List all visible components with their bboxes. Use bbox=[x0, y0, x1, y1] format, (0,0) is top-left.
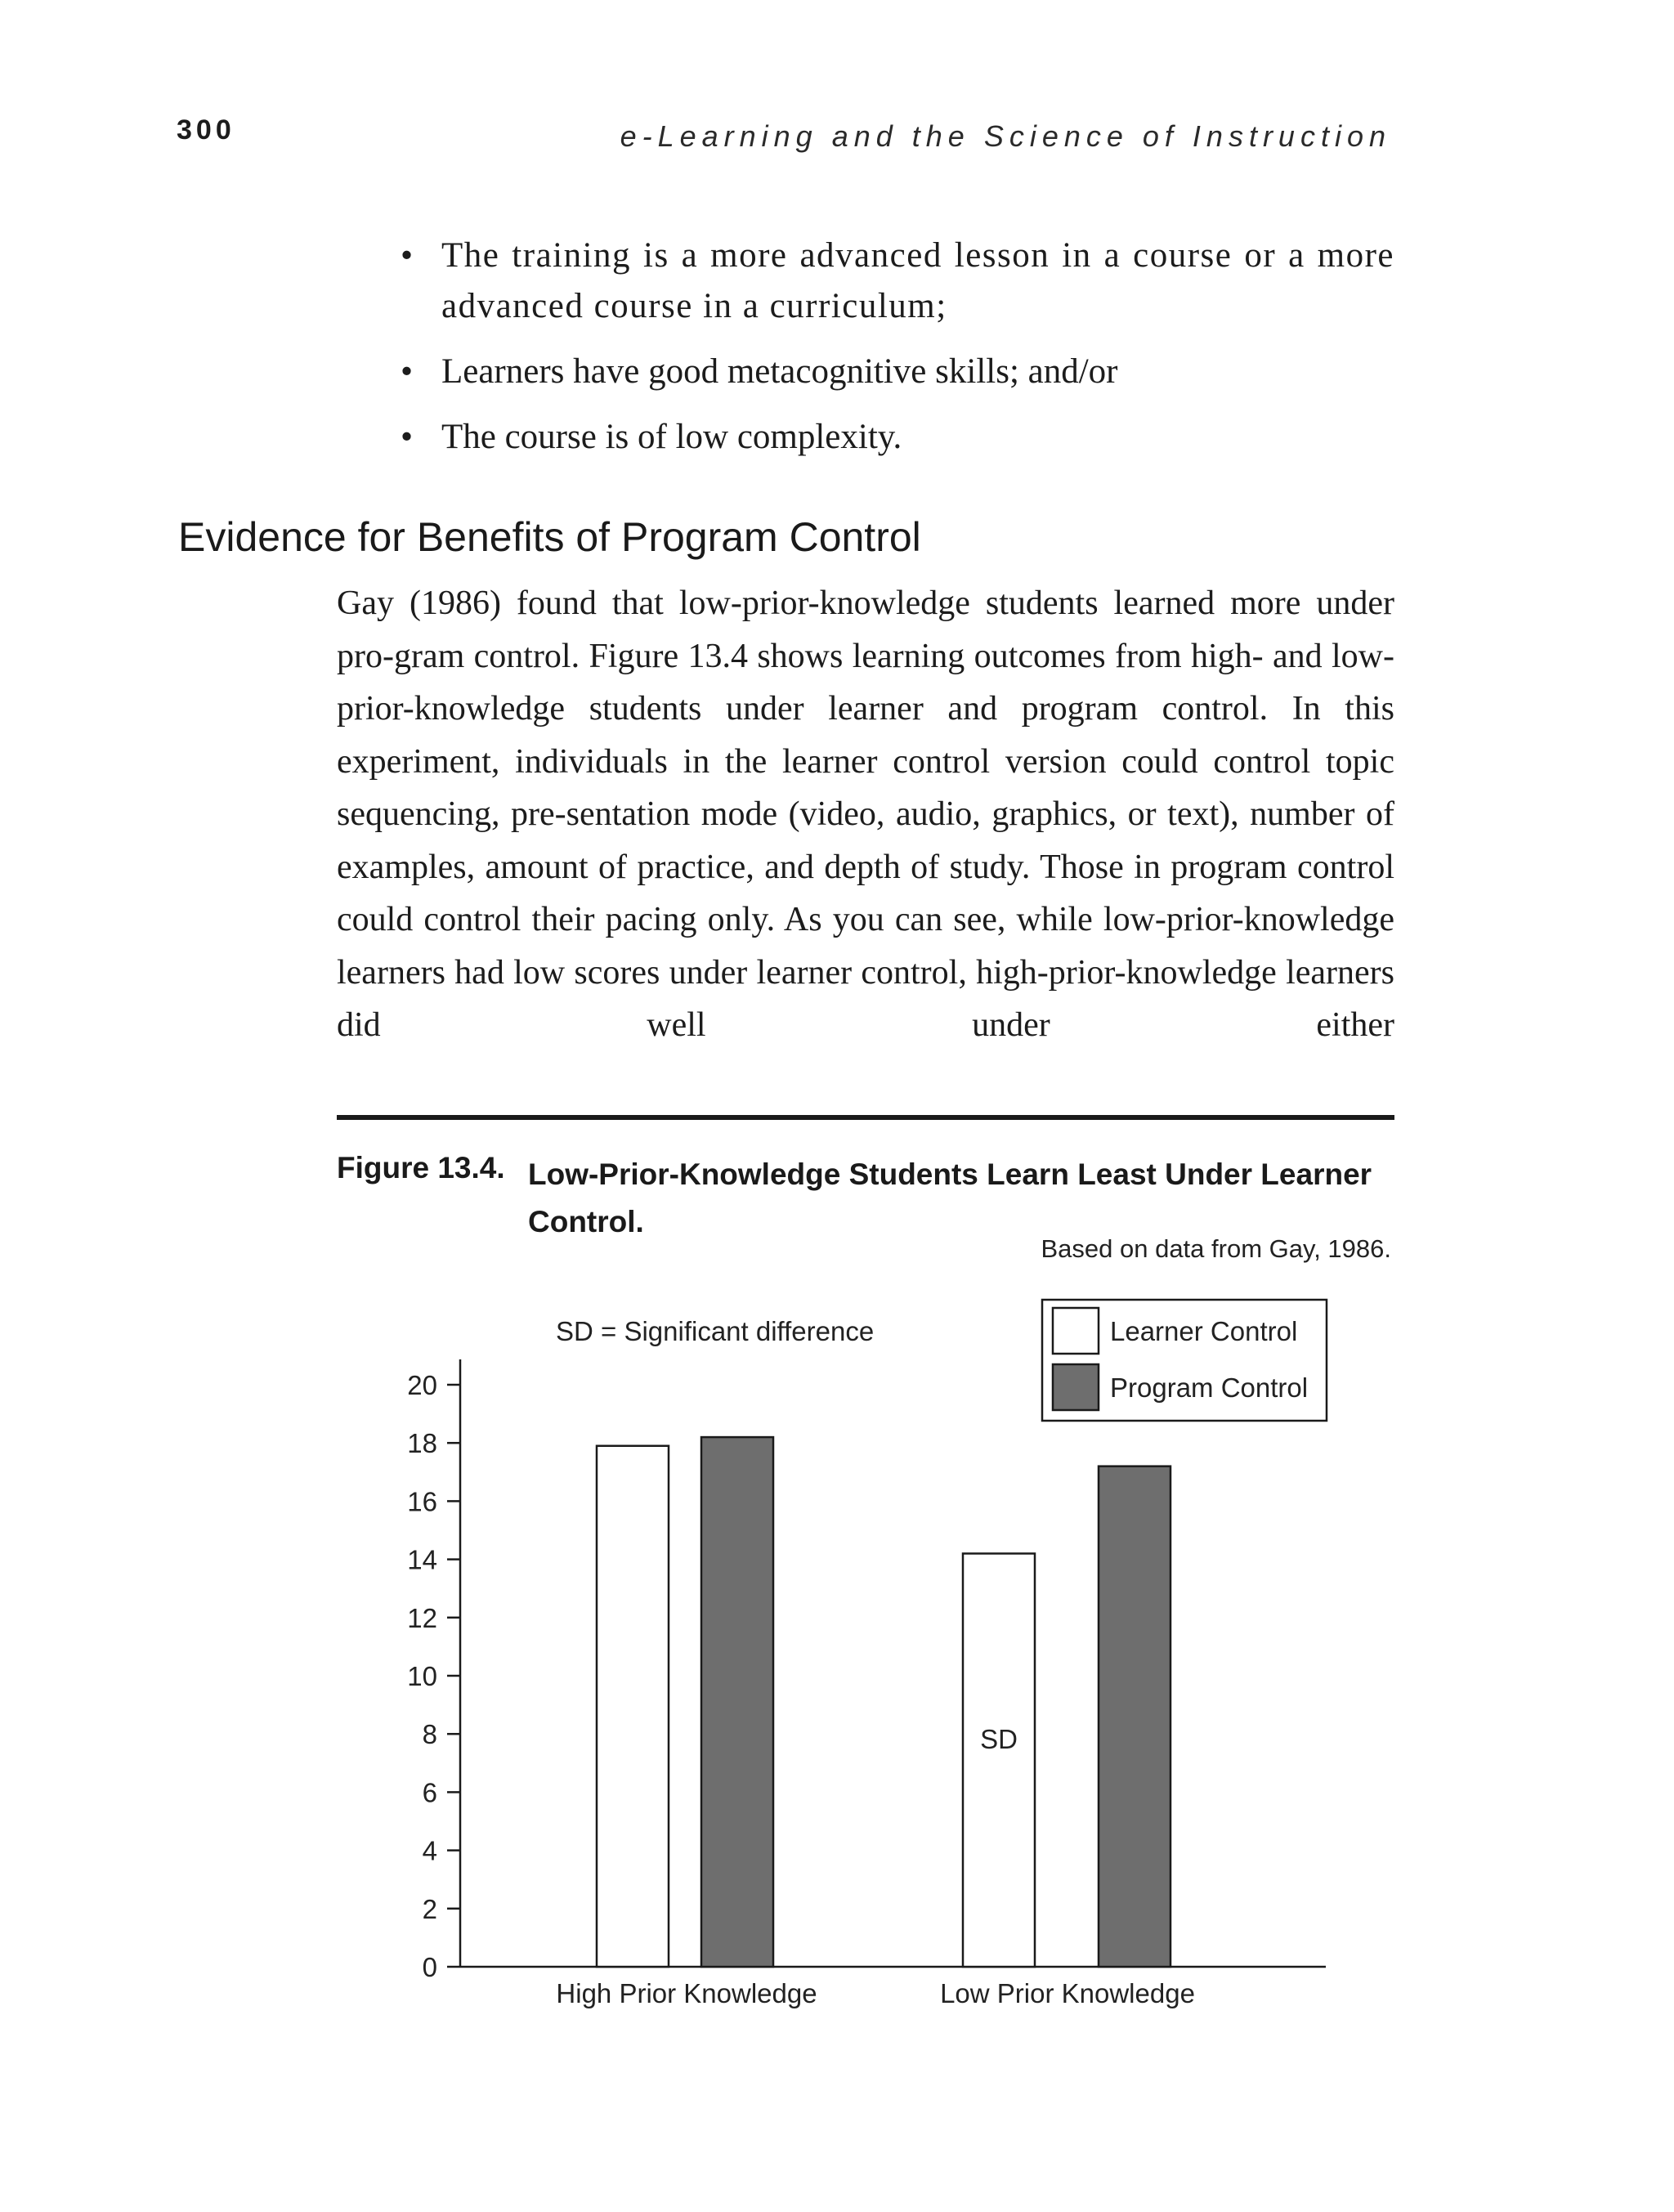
bar-group bbox=[597, 1437, 1170, 1967]
chart-annotation: SD = Significant difference bbox=[556, 1316, 875, 1346]
legend-label: Program Control bbox=[1110, 1372, 1309, 1403]
figure-label: Figure 13.4. bbox=[337, 1151, 505, 1184]
y-tick-label: 8 bbox=[422, 1719, 437, 1750]
x-category-label: High Prior Knowledge bbox=[556, 1978, 817, 2008]
figure-source: Based on data from Gay, 1986. bbox=[1041, 1234, 1391, 1263]
page-number: 300 bbox=[177, 114, 235, 146]
y-tick-label: 18 bbox=[407, 1428, 437, 1459]
x-axis-labels bbox=[556, 1978, 1195, 2008]
list-item-text: The course is of low complexity. bbox=[441, 418, 902, 456]
bar bbox=[963, 1553, 1035, 1967]
y-tick-label: 20 bbox=[407, 1370, 437, 1400]
y-tick-label: 0 bbox=[422, 1952, 437, 1982]
legend-swatch bbox=[1053, 1308, 1099, 1354]
y-tick-label: 2 bbox=[422, 1893, 437, 1924]
list-item-text: Learners have good metacognitive skills; and/or bbox=[441, 352, 1118, 391]
y-tick-label: 4 bbox=[422, 1835, 437, 1866]
y-axis bbox=[407, 1359, 1326, 1982]
y-tick-label: 6 bbox=[422, 1777, 437, 1808]
book-title: e-Learning and the Science of Instruction bbox=[620, 119, 1391, 153]
body-paragraph: Gay (1986) found that low-prior-knowledge students learned more under pro-gram control. Figure 13.4 shows learning outcomes from high- and low-prior-knowledge students under learner and program control. In this experiment, individuals in the learner control version could control topic sequencing, pre-sentation mode (video, audio, graphics, or text), number of examples, amount of practice, and depth of study. Those in program control could control their pacing only. As you can see, while low-prior-knowledge learners had low scores under learner control, high-prior-knowledge learners did well under either bbox=[337, 584, 1394, 1044]
y-tick-label: 10 bbox=[407, 1661, 437, 1691]
bar bbox=[701, 1437, 773, 1967]
figure-title: Low-Prior-Knowledge Students Learn Least Under Learner Control. bbox=[528, 1157, 1372, 1238]
bullet-icon: • bbox=[401, 418, 414, 456]
bar-annotation: SD bbox=[980, 1724, 1018, 1754]
legend-swatch bbox=[1053, 1364, 1099, 1410]
y-tick-label: 12 bbox=[407, 1602, 437, 1633]
bar bbox=[597, 1446, 669, 1967]
bullet-icon: • bbox=[401, 236, 414, 275]
legend-label: Learner Control bbox=[1110, 1316, 1298, 1346]
y-tick-label: 14 bbox=[407, 1544, 437, 1575]
chart-legend bbox=[1042, 1300, 1327, 1421]
bar bbox=[1099, 1466, 1170, 1967]
list-item-text: The training is a more advanced lesson in a course or a more advanced course in a curriculum; bbox=[441, 236, 1394, 325]
bullet-icon: • bbox=[401, 352, 414, 391]
y-tick-label: 16 bbox=[407, 1486, 437, 1517]
section-heading: Evidence for Benefits of Program Control bbox=[178, 514, 921, 560]
x-category-label: Low Prior Knowledge bbox=[940, 1978, 1195, 2008]
